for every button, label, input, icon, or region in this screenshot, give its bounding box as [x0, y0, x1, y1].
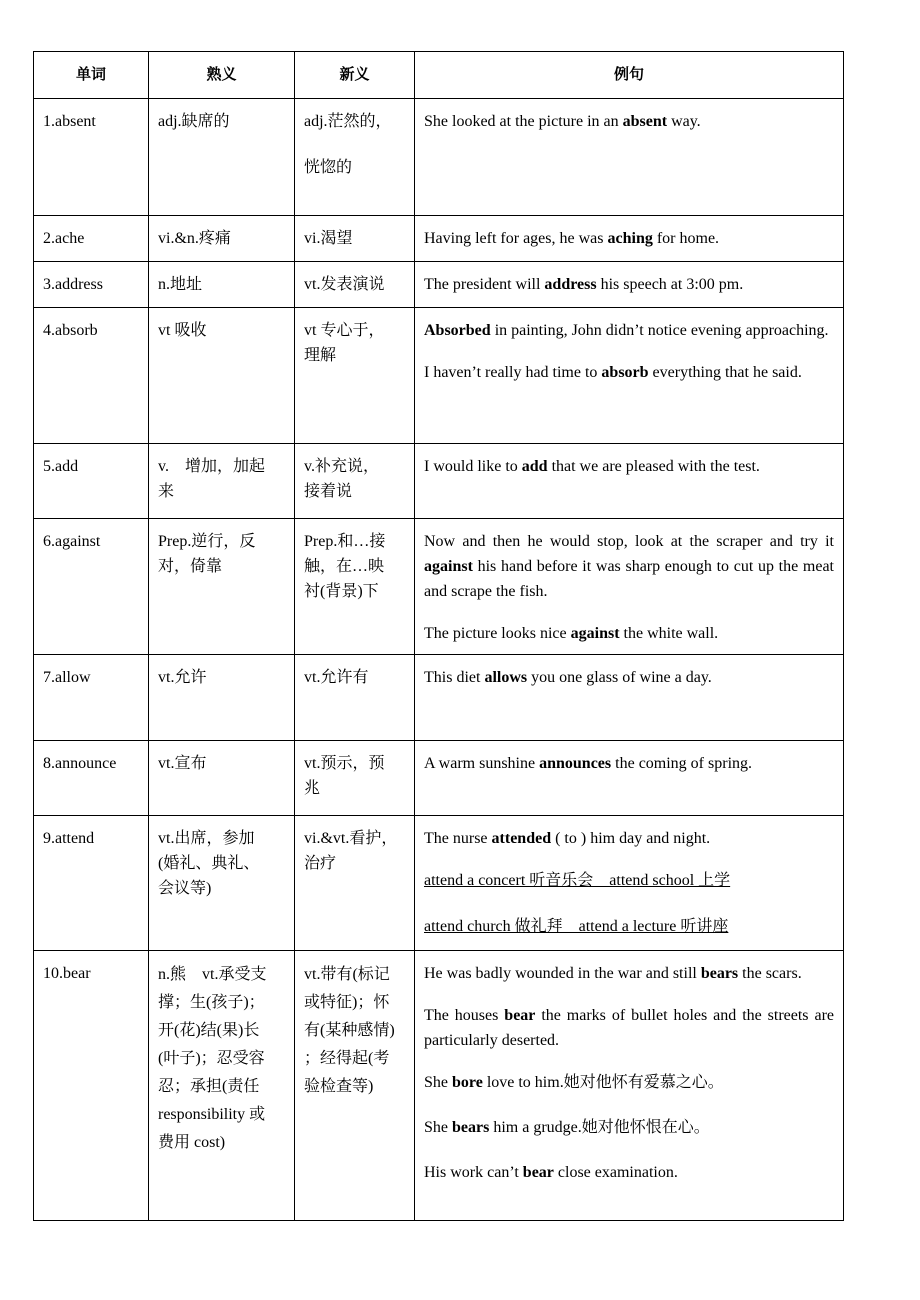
word-cell: 1.absent [34, 99, 149, 216]
familiar-meaning-line: 对，倚靠 [158, 558, 223, 575]
example-cell [415, 741, 844, 816]
new-meaning-line: vi.&vt.看护， [304, 830, 398, 847]
familiar-meaning-line: 撑；生(孩子)； [158, 994, 265, 1011]
example-sentence: The president will address his speech at 3:00 pm. [424, 276, 744, 293]
new-meaning-line: Prep.和…接 [304, 533, 386, 550]
example-sentence: His work can’t bear close examination. [424, 1164, 678, 1181]
familiar-meaning-line: 开(花)结(果)长 [158, 1022, 260, 1039]
familiar-meaning-cell: adj.缺席的 [149, 99, 295, 216]
new-meaning-cell [295, 951, 415, 1221]
new-meaning-line: 兆 [304, 780, 321, 797]
new-meaning-line: 验检查等) [304, 1078, 374, 1095]
new-meaning-line: ；经得起(考 [304, 1050, 390, 1067]
table-row [34, 655, 844, 741]
new-meaning-cell [295, 741, 415, 816]
example-sentence: The houses bear the marks of bullet holes and the streets are particularly deserted. [424, 1007, 834, 1049]
word-cell: 9.attend [34, 816, 149, 951]
new-meaning-line: 理解 [304, 347, 337, 364]
example-sentence: Absorbed in painting, John didn’t notice evening approaching. [424, 322, 829, 339]
new-meaning-line: 有(某种感情) [304, 1022, 395, 1039]
familiar-meaning-cell: vt.允许 [149, 655, 295, 741]
new-meaning-line: vt.预示，预 [304, 755, 385, 772]
familiar-meaning-cell [149, 308, 295, 444]
familiar-meaning-line: vt 吸收 [158, 322, 207, 339]
example-sentence: I would like to add that we are pleased with the test. [424, 458, 760, 475]
keyword: bear [504, 1007, 536, 1024]
familiar-meaning-line: responsibility 或 [158, 1106, 266, 1123]
table-row [34, 951, 844, 1221]
familiar-meaning-line: Prep.逆行，反 [158, 533, 256, 550]
familiar-meaning-line: vt.出席，参加 [158, 830, 255, 847]
header-new-meaning: 新义 [295, 52, 415, 99]
new-meaning-cell [295, 444, 415, 519]
new-meaning-cell: vi.渴望 [295, 216, 415, 262]
keyword: absorb [601, 364, 649, 381]
table-row [34, 519, 844, 655]
keyword: bears [452, 1119, 490, 1136]
table-row [34, 262, 844, 308]
new-meaning-cell [295, 308, 415, 444]
word-cell: 5.add [34, 444, 149, 519]
keyword: against [424, 558, 473, 575]
table-row [34, 741, 844, 816]
example-sentence: Having left for ages, he was aching for home. [424, 230, 720, 247]
keyword: bore [452, 1074, 483, 1091]
keyword: absent [622, 113, 668, 130]
header-familiar-meaning: 熟义 [149, 52, 295, 99]
familiar-meaning-cell [149, 816, 295, 951]
example-sentence: A warm sunshine announces the coming of spring. [424, 755, 753, 772]
word-cell: 4.absorb [34, 308, 149, 444]
example-cell [415, 99, 844, 216]
familiar-meaning-line: (婚礼、典礼、 [158, 855, 260, 872]
familiar-meaning-cell [149, 519, 295, 655]
example-cell [415, 216, 844, 262]
familiar-meaning-cell [149, 444, 295, 519]
familiar-meaning-line: (叶子)；忍受容 [158, 1050, 265, 1067]
new-meaning-line: 恍惚的 [304, 159, 353, 176]
word-cell: 3.address [34, 262, 149, 308]
vocabulary-table [33, 51, 844, 1221]
new-meaning-cell [295, 99, 415, 216]
example-cell [415, 816, 844, 951]
keyword: attended [491, 830, 552, 847]
table-row [34, 816, 844, 951]
familiar-meaning-line: v. 增加，加起 [158, 458, 265, 475]
example-cell [415, 308, 844, 444]
example-cell [415, 262, 844, 308]
new-meaning-line: 衬(背景)下 [304, 583, 379, 600]
familiar-meaning-line: 费用 cost) [158, 1134, 226, 1151]
new-meaning-line: v.补充说， [304, 458, 379, 475]
new-meaning-line: 接着说 [304, 483, 353, 500]
keyword: add [521, 458, 548, 475]
table-row [34, 308, 844, 444]
example-cell [415, 655, 844, 741]
new-meaning-line: adj.茫然的， [304, 113, 392, 130]
keyword: bear [522, 1164, 554, 1181]
new-meaning-cell [295, 816, 415, 951]
header-example: 例句 [415, 52, 844, 99]
example-sentence: The picture looks nice against the white wall. [424, 625, 719, 642]
word-cell: 8.announce [34, 741, 149, 816]
keyword: against [570, 625, 620, 642]
familiar-meaning-cell: n.地址 [149, 262, 295, 308]
example-sentence: Now and then he would stop, look at the scraper and try it against his hand before it was sharp enough to cut up the meat and scrape the fish. [424, 533, 834, 600]
keyword: allows [484, 669, 528, 686]
familiar-meaning-line: 忍；承担(责任 [158, 1078, 260, 1095]
keyword: announces [539, 755, 612, 772]
new-meaning-line: 治疗 [304, 855, 337, 872]
example-sentence: She bore love to him.她对他怀有爱慕之心。 [424, 1074, 724, 1091]
word-cell: 7.allow [34, 655, 149, 741]
example-sentence: The nurse attended ( to ) him day and night. [424, 830, 711, 847]
word-cell: 2.ache [34, 216, 149, 262]
familiar-meaning-line: n.熊 vt.承受支 [158, 966, 267, 983]
header-word: 单词 [34, 52, 149, 99]
new-meaning-line: vt.带有(标记 [304, 966, 390, 983]
table-row [34, 99, 844, 216]
new-meaning-line: 或特征)；怀 [304, 994, 390, 1011]
table-row [34, 216, 844, 262]
header-row [34, 52, 844, 99]
keyword: address [544, 276, 597, 293]
familiar-meaning-cell: vt.宣布 [149, 741, 295, 816]
example-sentence: She bears him a grudge.她对他怀恨在心。 [424, 1119, 710, 1136]
example-cell [415, 951, 844, 1221]
familiar-meaning-cell: vi.&n.疼痛 [149, 216, 295, 262]
word-cell: 6.against [34, 519, 149, 655]
new-meaning-line: vt 专心于， [304, 322, 385, 339]
familiar-meaning-line: 来 [158, 483, 175, 500]
keyword: aching [607, 230, 653, 247]
new-meaning-cell: vt.允许有 [295, 655, 415, 741]
example-sentence: She looked at the picture in an absent way. [424, 113, 701, 130]
familiar-meaning-line: 会议等) [158, 880, 212, 897]
example-cell [415, 444, 844, 519]
example-cell [415, 519, 844, 655]
example-sentence: This diet allows you one glass of wine a day. [424, 669, 712, 686]
familiar-meaning-cell [149, 951, 295, 1221]
keyword: Absorbed [424, 322, 491, 339]
new-meaning-cell: vt.发表演说 [295, 262, 415, 308]
table-row [34, 444, 844, 519]
example-sentence: He was badly wounded in the war and still bears the scars. [424, 965, 802, 982]
keyword: bears [700, 965, 739, 982]
example-sentence: I haven’t really had time to absorb everything that he said. [424, 364, 802, 381]
word-cell: 10.bear [34, 951, 149, 1221]
phrase-line: attend a concert 听音乐会 attend school 上学 [424, 872, 731, 889]
new-meaning-cell [295, 519, 415, 655]
new-meaning-line: 触，在…映 [304, 558, 385, 575]
phrase-line: attend church 做礼拜 attend a lecture 听讲座 [424, 918, 729, 935]
